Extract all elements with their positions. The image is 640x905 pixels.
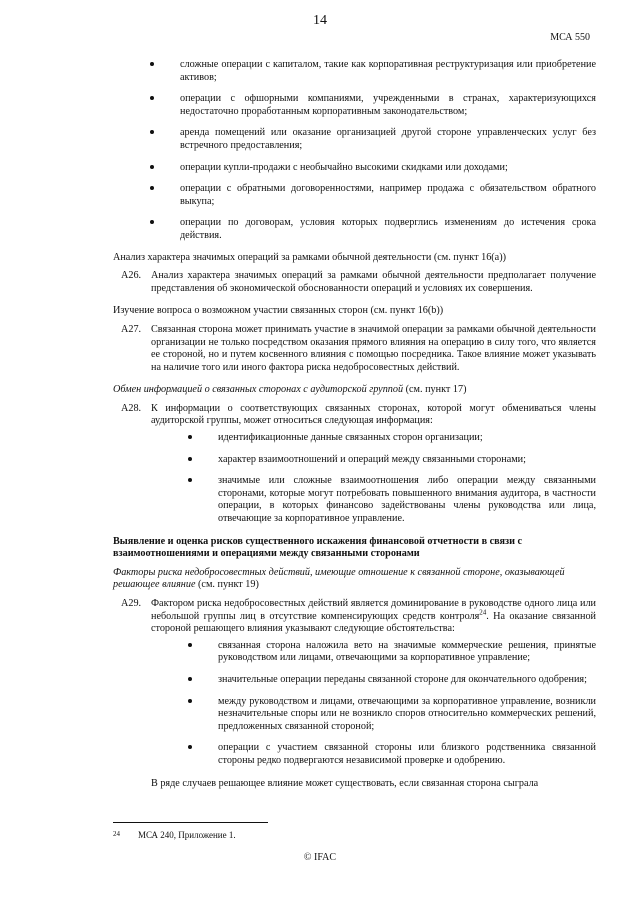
heading-reference: (см. пункт 19) — [195, 579, 259, 591]
heading-a29 — [113, 567, 596, 592]
bullet-list-a28 — [151, 432, 596, 526]
page-body — [113, 59, 596, 790]
paragraph-text: Фактором риска недобросовестных действий является доминирование в руководстве одного лица или небольшой группы лиц в отсутствие компенсирующих средств контроля — [151, 598, 596, 622]
heading-a26: Анализ характера значимых операций за рамками обычной деятельности (см. пункт 16(а)) — [113, 251, 506, 263]
paragraph-a29 — [113, 598, 596, 768]
bullet-list-top — [113, 59, 596, 243]
paragraph-a27 — [113, 324, 596, 374]
list-item: связанная сторона наложила вето на значимые коммерческие решения, принятые руководством или лицами, отвечающими за корпоративное управление; — [218, 639, 596, 664]
heading-reference: (см. пункт 17) — [403, 384, 467, 396]
paragraph-text: Связанная сторона может принимать участие в значимой операции за рамками обычной деятельности организации не только посредством оказания прямого влияния на операцию в силу того, что является ее стороной, но и путем косвенного влияния с помощью посредника. Такое влияние может указывать на наличие того или иного фактора риска недобросовестных действий. — [151, 323, 596, 373]
heading-a28 — [113, 384, 596, 397]
list-item: между руководством и лицами, отвечающими за корпоративное управление, возникли незначительные споры или не возникло споров относительно коммерческих решений, предложенных связанной стороной; — [218, 695, 596, 732]
paragraph-number: A27. — [121, 323, 142, 335]
list-item: значимые или сложные взаимоотношения либо операции между связанными сторонами, которые могут потребовать повышенного внимания аудитора, в частности операции, в которых финансово задействованы члены руководства или лица, отвечающие за корпоративное управление. — [218, 475, 596, 525]
list-item: значительные операции переданы связанной стороне для окончательного одобрения; — [218, 674, 596, 687]
paragraph-number: A26. — [121, 270, 142, 282]
copyright-footer: © IFAC — [303, 852, 337, 863]
paragraph-a26 — [113, 270, 596, 295]
list-item: операции купли-продажи с необычайно высокими скидками или доходами; — [180, 162, 596, 175]
list-item: операции с участием связанной стороны или близкого родственника связанной стороны редко подвергаются независимой проверке и одобрению. — [218, 742, 596, 766]
footnote-text: МСА 240, Приложение 1. — [138, 830, 236, 840]
list-item: операции с обратными договоренностями, например продажа с обязательством обратного выкупа; — [180, 183, 596, 207]
section-title: Выявление и оценка рисков существенного искажения финансовой отчетности в связи с взаимоотношениями и операциями между связанными сторонами — [113, 535, 523, 560]
heading-italic-text: Обмен информацией о связанных сторонах с аудиторской группой — [113, 384, 404, 396]
list-item: операции с офшорными компаниями, учрежденными в странах, характеризующихся недостаточно проработанным корпоративным законодательством; — [180, 93, 596, 117]
paragraph-text: К информации о соответствующих связанных сторонах, которой могут обмениваться члены аудиторской группы, может относиться следующая информация: — [151, 402, 596, 427]
heading-a27: Изучение вопроса о возможном участии связанных сторон (см. пункт 16(b)) — [113, 305, 444, 317]
list-item: операции по договорам, условия которых подверглись изменениям до истечения срока действия. — [180, 217, 596, 241]
paragraph-continuation: В ряде случаев решающее влияние может существовать, если связанная сторона сыграла — [151, 777, 539, 789]
paragraph-text: Анализ характера значимых операций за рамками обычной деятельности предполагает получение представления об экономической обоснованности операций и условиях их совершения. — [151, 270, 596, 294]
footnote-divider — [113, 822, 268, 823]
paragraph-a28 — [113, 403, 596, 526]
standard-reference: МСА 550 — [550, 32, 590, 43]
footnote — [113, 830, 236, 840]
heading-italic-text: Факторы риска недобросовестных действий, имеющие отношение к связанной стороне, оказывающей решающее влияние — [113, 566, 565, 591]
paragraph-number: A29. — [121, 598, 142, 609]
list-item: сложные операции с капиталом, такие как корпоративная реструктуризация или приобретение активов; — [180, 59, 596, 83]
bullet-list-a29 — [151, 640, 596, 768]
list-item: характер взаимоотношений и операций между связанными сторонами; — [218, 454, 596, 467]
paragraph-number: A28. — [121, 402, 142, 414]
list-item: аренда помещений или оказание организацией другой стороне управленческих услуг без встречного предоставления; — [180, 127, 596, 151]
footnote-marker: 24 — [479, 608, 487, 617]
paragraph-text-continued: . На оказание связанной стороной решающего влияния указывают следующие обстоятельства: — [151, 610, 596, 635]
footnote-number: 24 — [113, 830, 120, 838]
page-number: 14 — [313, 13, 327, 28]
list-item: идентификационные данные связанных сторон организации; — [218, 432, 596, 445]
